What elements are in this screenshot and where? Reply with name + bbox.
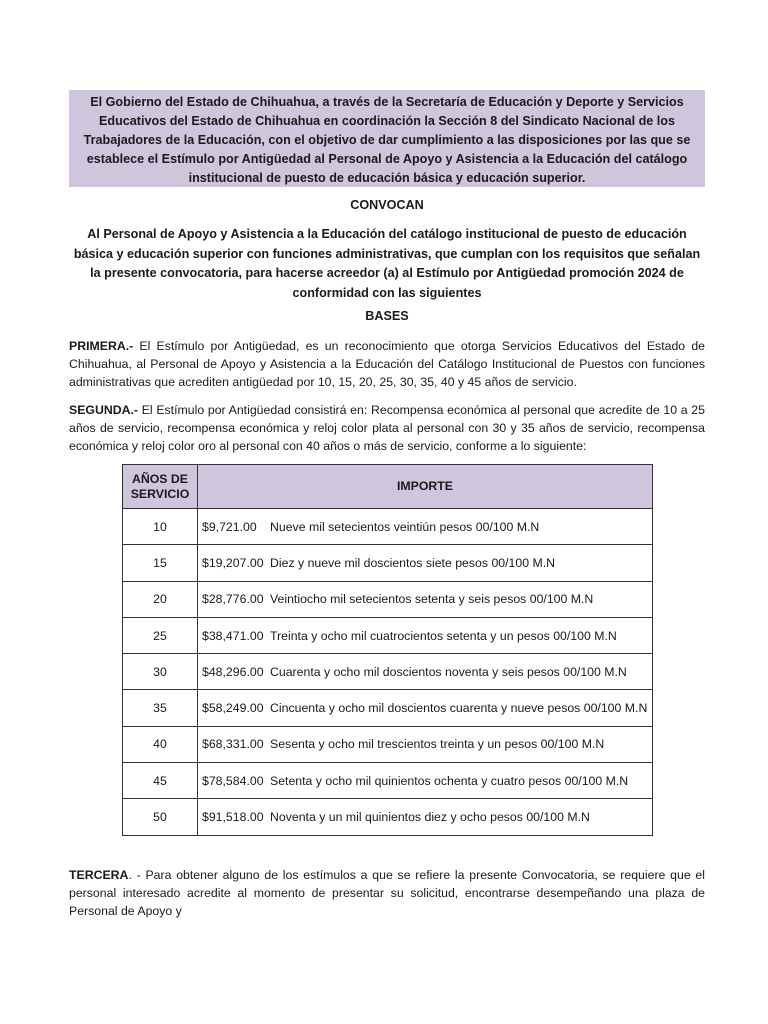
segunda-paragraph — [69, 401, 705, 456]
importe-table — [122, 464, 653, 836]
amount-value: $38,471.00 — [202, 628, 264, 643]
header-box — [69, 90, 705, 187]
primera-text: El Estímulo por Antigüedad, es un reconocimiento que otorga Servicios Educativos del Estado de Chihuahua, al Personal de Apoyo y Asistencia a la Educación del Catálogo Institucional de Puestos con funciones administrativas que acrediten antigüedad por 10, 15, 20, 25, 30, 35, 40 y 45 años de servicio. — [69, 339, 705, 390]
years-cell: 50 — [123, 799, 198, 835]
segunda-label: SEGUNDA.- — [69, 403, 139, 417]
tercera-label: TERCERA — [69, 868, 129, 882]
table-row — [123, 509, 653, 545]
amount-cell — [198, 690, 653, 726]
convocan-heading: CONVOCAN — [350, 198, 424, 212]
years-cell: 35 — [123, 690, 198, 726]
table-row — [123, 763, 653, 799]
table-row — [123, 581, 653, 617]
header-text: El Gobierno del Estado de Chihuahua, a través de la Secretaría de Educación y Deporte y Servicios Educativos del Estado de Chihuahua en coordinación la Sección 8 del Sindicato Nacional de los Trabajadores de la Educación, con el objetivo de dar cumplimiento a las disposiciones por las que se establece el Estímulo por Antigüedad al Personal de Apoyo y Asistencia a la Educación del catálogo institucional de puesto de educación básica y educación superior. — [83, 95, 691, 185]
amount-value: $91,518.00 — [202, 810, 264, 825]
convocatoria-text: Al Personal de Apoyo y Asistencia a la Educación del catálogo institucional de puesto de educación básica y educación superior con funciones administrativas, que cumplan con los requisitos que señalan la presente convocatoria, para hacerse acreedor (a) al Estímulo por Antigüedad promoción 2024 de conformidad con las siguientes — [73, 227, 701, 300]
years-cell: 45 — [123, 763, 198, 799]
segunda-text: El Estímulo por Antigüedad consistirá en: Recompensa económica al personal que acredite de 10 a 25 años de servicio, recompensa económica y reloj color plata al personal con 30 y 35 años de servicio, recompensa económica y reloj color oro al personal con 40 años o más de servicio, conforme a lo siguiente: — [69, 403, 705, 454]
amount-cell — [198, 545, 653, 581]
amount-words: Sesenta y ocho mil trescientos treinta y un pesos 00/100 M.N — [270, 737, 605, 752]
table-row — [123, 654, 653, 690]
amount-value: $9,721.00 — [202, 519, 257, 534]
amount-value: $68,331.00 — [202, 737, 264, 752]
tercera-paragraph — [69, 866, 705, 921]
primera-paragraph — [69, 337, 705, 392]
years-cell: 30 — [123, 654, 198, 690]
table-row — [123, 726, 653, 762]
table-row — [123, 690, 653, 726]
table-row — [123, 617, 653, 653]
amount-words: Noventa y un mil quinientos diez y ocho pesos 00/100 M.N — [270, 810, 590, 825]
amount-value: $48,296.00 — [202, 664, 264, 679]
years-cell: 25 — [123, 617, 198, 653]
table-body — [123, 509, 653, 836]
amount-header: IMPORTE — [198, 465, 653, 509]
amount-cell — [198, 726, 653, 762]
amount-cell — [198, 799, 653, 835]
years-cell: 15 — [123, 545, 198, 581]
tercera-text: . - Para obtener alguno de los estímulos a que se refiere la presente Convocatoria, se requiere que el personal interesado acredite al momento de presentar su solicitud, encontrarse desempeñando una plaza de Personal de Apoyo y — [69, 868, 705, 919]
amount-words: Nueve mil setecientos veintiún pesos 00/100 M.N — [270, 519, 540, 534]
years-cell: 20 — [123, 581, 198, 617]
years-cell: 10 — [123, 509, 198, 545]
amount-cell — [198, 763, 653, 799]
table-row — [123, 799, 653, 835]
primera-label: PRIMERA.- — [69, 339, 134, 353]
years-header: AÑOS DE SERVICIO — [123, 465, 198, 509]
table-row — [123, 545, 653, 581]
amount-words: Diez y nueve mil doscientos siete pesos 00/100 M.N — [270, 555, 556, 570]
amount-value: $58,249.00 — [202, 701, 264, 716]
amount-cell — [198, 509, 653, 545]
amount-words: Setenta y ocho mil quinientos ochenta y cuatro pesos 00/100 M.N — [270, 773, 629, 788]
years-cell: 40 — [123, 726, 198, 762]
amount-value: $19,207.00 — [202, 555, 264, 570]
amount-words: Cuarenta y ocho mil doscientos noventa y seis pesos 00/100 M.N — [270, 664, 627, 679]
amount-words: Treinta y ocho mil cuatrocientos setenta y un pesos 00/100 M.N — [270, 628, 617, 643]
bases-heading: BASES — [365, 309, 409, 323]
amount-words: Veintiocho mil setecientos setenta y seis pesos 00/100 M.N — [270, 592, 594, 607]
amount-value: $78,584.00 — [202, 773, 264, 788]
amount-cell — [198, 617, 653, 653]
amount-cell — [198, 581, 653, 617]
amount-value: $28,776.00 — [202, 592, 264, 607]
amount-words: Cincuenta y ocho mil doscientos cuarenta y nueve pesos 00/100 M.N — [270, 701, 648, 716]
table-header-row — [123, 465, 653, 509]
amount-cell — [198, 654, 653, 690]
